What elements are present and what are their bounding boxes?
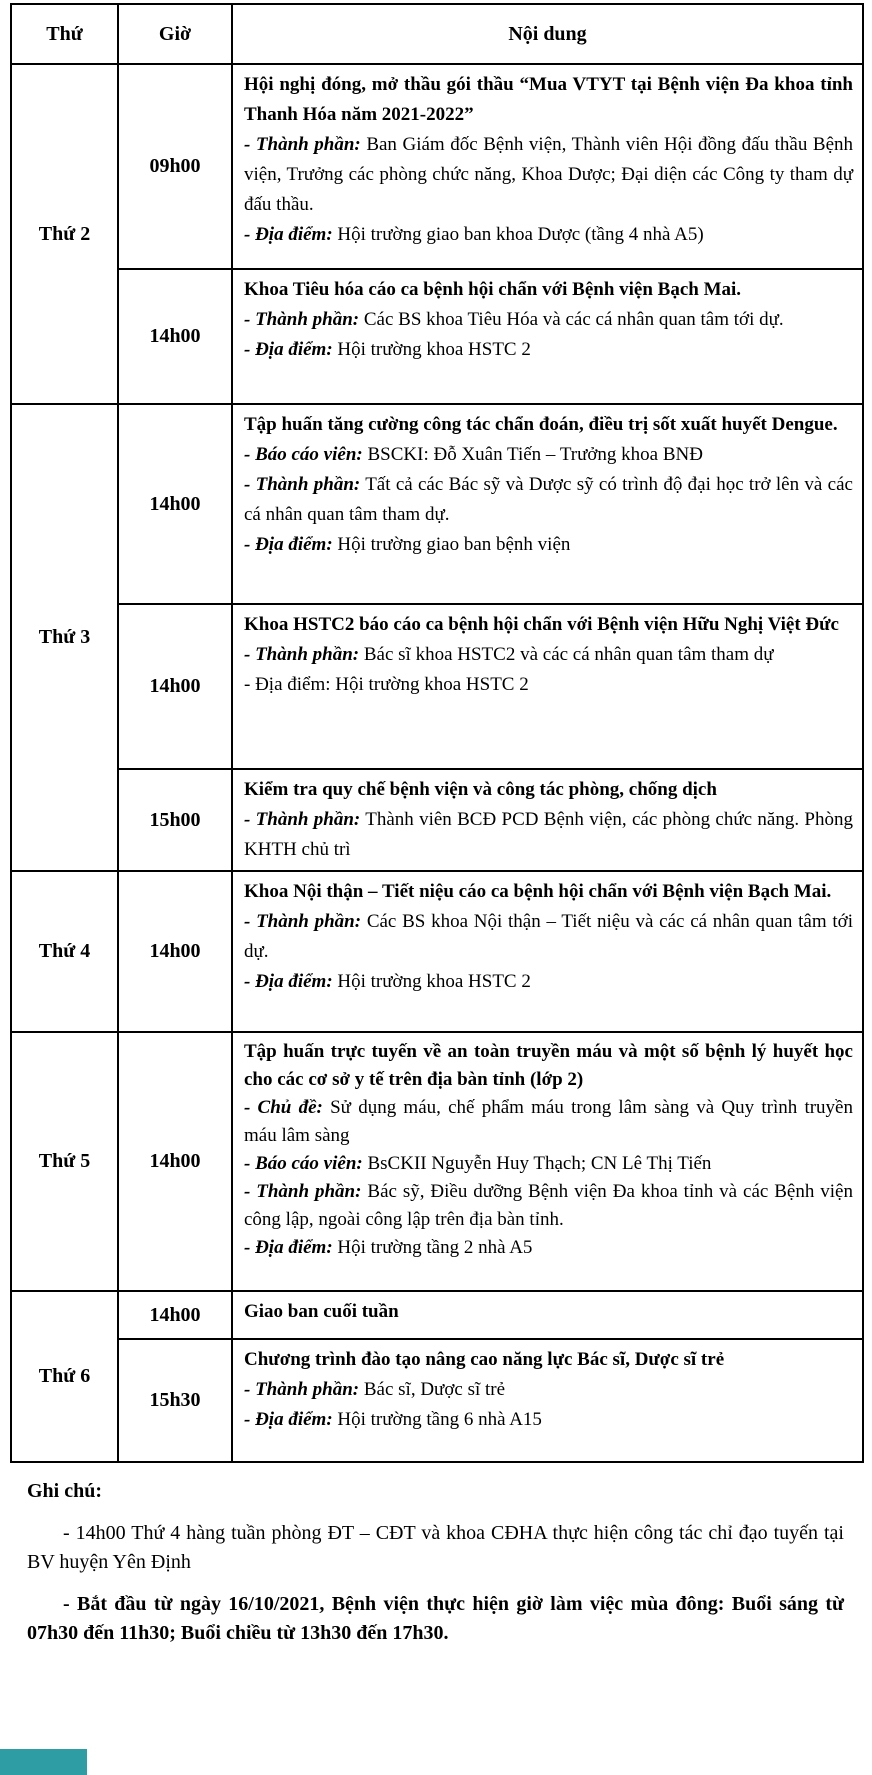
day-cell: Thứ 3 bbox=[11, 404, 118, 871]
session-detail-line bbox=[244, 1405, 853, 1435]
schedule-row bbox=[11, 269, 863, 404]
detail-label: - Địa điểm: bbox=[244, 224, 333, 245]
schedule-row bbox=[11, 871, 863, 1032]
detail-text: Hội trường tầng 6 nhà A15 bbox=[337, 1409, 542, 1430]
detail-text: Hội trường tầng 2 nhà A5 bbox=[337, 1237, 533, 1258]
session-title: Giao ban cuối tuần bbox=[244, 1301, 399, 1322]
schedule-row bbox=[11, 64, 863, 269]
session-detail-line bbox=[244, 1150, 853, 1178]
session-content-cell bbox=[232, 1291, 863, 1339]
time-cell: 09h00 bbox=[118, 64, 232, 269]
session-content-cell bbox=[232, 1032, 863, 1291]
session-detail-line bbox=[244, 1178, 853, 1234]
detail-label: - Thành phần: bbox=[244, 644, 360, 665]
session-detail-line bbox=[244, 470, 853, 530]
session-title: Khoa Tiêu hóa cáo ca bệnh hội chẩn với Bệnh viện Bạch Mai. bbox=[244, 279, 742, 300]
session-title: Kiểm tra quy chế bệnh viện và công tác phòng, chống dịch bbox=[244, 779, 717, 800]
detail-text: Bác sĩ khoa HSTC2 và các cá nhân quan tâm tham dự bbox=[363, 644, 774, 665]
schedule-row bbox=[11, 1291, 863, 1339]
session-content-cell bbox=[232, 404, 863, 604]
detail-label: - Địa điểm: bbox=[244, 339, 333, 360]
time-cell: 14h00 bbox=[118, 1291, 232, 1339]
time-cell: 14h00 bbox=[118, 404, 232, 604]
session-detail-line bbox=[244, 1375, 853, 1405]
detail-label: - Thành phần: bbox=[244, 474, 361, 495]
detail-label: - Báo cáo viên: bbox=[244, 1153, 363, 1174]
detail-text: BsCKII Nguyễn Huy Thạch; CN Lê Thị Tiến bbox=[367, 1153, 712, 1174]
session-detail-line bbox=[244, 530, 853, 560]
session-detail-line bbox=[244, 670, 853, 700]
detail-label: - Báo cáo viên: bbox=[244, 444, 363, 465]
detail-label: - Thành phần: bbox=[244, 134, 361, 155]
detail-text: Sử dụng máu, chế phẩm máu trong lâm sàng và Quy trình truyền máu lâm sàng bbox=[244, 1097, 853, 1146]
session-detail-line bbox=[244, 335, 853, 365]
schedule-row bbox=[11, 404, 863, 604]
detail-label: - Địa điểm: bbox=[244, 1237, 333, 1258]
detail-text: Tất cả các Bác sỹ và Dược sỹ có trình độ đại học trở lên và các cá nhân quan tâm tham dự. bbox=[244, 474, 853, 525]
session-content-cell bbox=[232, 64, 863, 269]
notes-section bbox=[27, 1477, 844, 1648]
session-detail-line bbox=[244, 130, 853, 220]
detail-text: - Địa điểm: Hội trường khoa HSTC 2 bbox=[244, 674, 529, 695]
session-detail-line bbox=[244, 1094, 853, 1150]
schedule-row bbox=[11, 604, 863, 769]
schedule-row bbox=[11, 769, 863, 871]
session-title: Khoa Nội thận – Tiết niệu cáo ca bệnh hội chẩn với Bệnh viện Bạch Mai. bbox=[244, 881, 832, 902]
session-detail-line bbox=[244, 640, 853, 670]
session-detail-line bbox=[244, 805, 853, 865]
detail-label: - Địa điểm: bbox=[244, 534, 333, 555]
teal-page-marker bbox=[0, 1749, 87, 1775]
schedule-row bbox=[11, 1339, 863, 1462]
session-detail-line bbox=[244, 220, 853, 250]
session-detail-line bbox=[244, 1234, 853, 1262]
time-cell: 15h30 bbox=[118, 1339, 232, 1462]
session-detail-line bbox=[244, 907, 853, 967]
detail-label: - Địa điểm: bbox=[244, 971, 333, 992]
detail-label: - Thành phần: bbox=[244, 911, 362, 932]
notes-list bbox=[27, 1519, 844, 1648]
session-detail-line bbox=[244, 440, 853, 470]
detail-text: Hội trường khoa HSTC 2 bbox=[337, 339, 531, 360]
day-cell: Thứ 6 bbox=[11, 1291, 118, 1462]
session-content-cell bbox=[232, 871, 863, 1032]
session-detail-line bbox=[244, 967, 853, 997]
session-content-cell bbox=[232, 269, 863, 404]
detail-text: Bác sĩ, Dược sĩ trẻ bbox=[363, 1379, 506, 1400]
session-content-cell bbox=[232, 604, 863, 769]
session-title: Khoa HSTC2 báo cáo ca bệnh hội chẩn với Bệnh viện Hữu Nghị Việt Đức bbox=[244, 614, 839, 635]
session-title: Tập huấn trực tuyến về an toàn truyền máu và một số bệnh lý huyết học cho các cơ sở y tế trên địa bàn tỉnh (lớp 2) bbox=[244, 1041, 853, 1090]
detail-text: Các BS khoa Nội thận – Tiết niệu và các cá nhân quan tâm tới dự. bbox=[244, 911, 853, 962]
detail-label: - Thành phần: bbox=[244, 1181, 362, 1202]
detail-label: - Thành phần: bbox=[244, 309, 360, 330]
detail-label: - Địa điểm: bbox=[244, 1409, 333, 1430]
time-cell: 14h00 bbox=[118, 871, 232, 1032]
detail-text: Các BS khoa Tiêu Hóa và các cá nhân quan tâm tới dự. bbox=[363, 309, 784, 330]
session-content-cell bbox=[232, 769, 863, 871]
time-cell: 14h00 bbox=[118, 1032, 232, 1291]
column-header-time: Giờ bbox=[118, 4, 232, 64]
time-cell: 15h00 bbox=[118, 769, 232, 871]
session-detail-line bbox=[244, 305, 853, 335]
schedule-row bbox=[11, 1032, 863, 1291]
session-content-cell bbox=[232, 1339, 863, 1462]
detail-text: Bác sỹ, Điều dưỡng Bệnh viện Đa khoa tỉnh và các Bệnh viện công lập, ngoài công lập trên địa bàn tỉnh. bbox=[244, 1181, 853, 1230]
day-cell: Thứ 4 bbox=[11, 871, 118, 1032]
session-title: Tập huấn tăng cường công tác chẩn đoán, điều trị sốt xuất huyết Dengue. bbox=[244, 414, 838, 435]
detail-text: Hội trường giao ban khoa Dược (tầng 4 nhà A5) bbox=[337, 224, 704, 245]
detail-text: Thành viên BCĐ PCD Bệnh viện, các phòng chức năng. Phòng KHTH chủ trì bbox=[244, 809, 853, 860]
session-title: Hội nghị đóng, mở thầu gói thầu “Mua VTYT tại Bệnh viện Đa khoa tỉnh Thanh Hóa năm 2021-2022” bbox=[244, 74, 853, 125]
session-title: Chương trình đào tạo nâng cao năng lực Bác sĩ, Dược sĩ trẻ bbox=[244, 1349, 725, 1370]
schedule-body bbox=[11, 64, 863, 1462]
column-header-content: Nội dung bbox=[232, 4, 863, 64]
time-cell: 14h00 bbox=[118, 604, 232, 769]
detail-label: - Chủ đề: bbox=[244, 1097, 323, 1118]
time-cell: 14h00 bbox=[118, 269, 232, 404]
weekly-schedule-table bbox=[10, 3, 864, 1463]
detail-text: Hội trường giao ban bệnh viện bbox=[337, 534, 571, 555]
detail-label: - Thành phần: bbox=[244, 1379, 360, 1400]
notes-heading: Ghi chú: bbox=[27, 1480, 103, 1502]
detail-text: BSCKI: Đỗ Xuân Tiến – Trưởng khoa BNĐ bbox=[367, 444, 703, 465]
column-header-day: Thứ bbox=[11, 4, 118, 64]
detail-text: Ban Giám đốc Bệnh viện, Thành viên Hội đồng đấu thầu Bệnh viện, Trưởng các phòng chức năng, Khoa Dược; Đại diện các Công ty tham dự đấu thầu. bbox=[244, 134, 854, 215]
day-cell: Thứ 2 bbox=[11, 64, 118, 404]
day-cell: Thứ 5 bbox=[11, 1032, 118, 1291]
detail-label: - Thành phần: bbox=[244, 809, 361, 830]
note-item: - 14h00 Thứ 4 hàng tuần phòng ĐT – CĐT và khoa CĐHA thực hiện công tác chỉ đạo tuyến tại BV huyện Yên Định bbox=[27, 1522, 844, 1573]
detail-text: Hội trường khoa HSTC 2 bbox=[337, 971, 531, 992]
header-row bbox=[11, 4, 863, 64]
note-item: - Bắt đầu từ ngày 16/10/2021, Bệnh viện thực hiện giờ làm việc mùa đông: Buổi sáng từ 07h30 đến 11h30; Buổi chiều từ 13h30 đến 17h30. bbox=[27, 1593, 844, 1644]
